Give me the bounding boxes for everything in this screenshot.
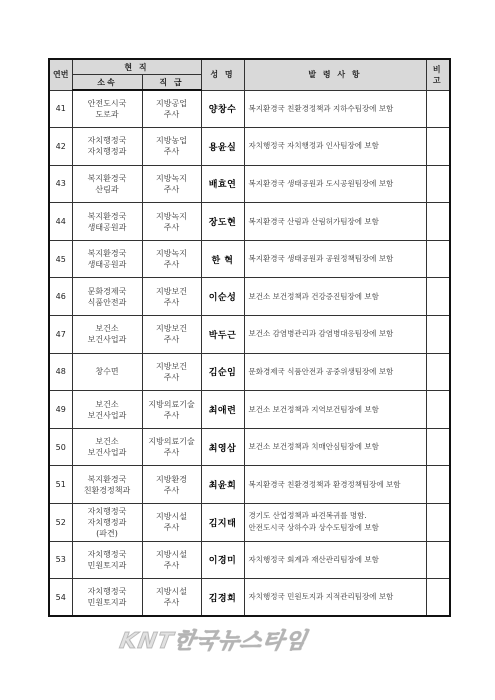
row-department: 복지환경국 친환경정책과 xyxy=(72,466,142,504)
row-number: 41 xyxy=(49,90,72,128)
row-remark xyxy=(426,90,450,128)
row-appointment: 자치행정국 민원토지과 지적관리팀장에 보함 xyxy=(244,579,426,617)
row-remark xyxy=(426,353,450,391)
table-row xyxy=(49,428,450,466)
row-name: 이순성 xyxy=(201,278,244,316)
header-position: 현 직 xyxy=(72,59,201,75)
row-remark xyxy=(426,428,450,466)
row-department: 자치행정국 민원토지과 xyxy=(72,541,142,579)
row-number: 44 xyxy=(49,203,72,241)
row-number: 54 xyxy=(49,579,72,617)
row-number: 52 xyxy=(49,504,72,542)
row-department: 보건소 보건사업과 xyxy=(72,428,142,466)
table-row xyxy=(49,240,450,278)
row-department: 문화경제국 식품안전과 xyxy=(72,278,142,316)
row-remark xyxy=(426,541,450,579)
row-name: 최애련 xyxy=(201,391,244,429)
watermark-logo: KNT한국뉴스타임 xyxy=(117,629,310,654)
table-row xyxy=(49,278,450,316)
header-no: 연번 xyxy=(49,59,72,90)
row-grade: 지방시설 주사 xyxy=(142,579,201,617)
table-row xyxy=(49,128,450,166)
row-remark xyxy=(426,278,450,316)
row-number: 45 xyxy=(49,240,72,278)
row-appointment: 보건소 보건정책과 치매안심팀장에 보함 xyxy=(244,428,426,466)
header-dept: 소속 xyxy=(72,75,142,91)
table-row xyxy=(49,203,450,241)
row-grade: 지방보건 주사 xyxy=(142,353,201,391)
row-name: 최윤희 xyxy=(201,466,244,504)
row-appointment: 복지환경국 생태공원과 도시공원팀장에 보함 xyxy=(244,165,426,203)
row-department: 보건소 보건사업과 xyxy=(72,391,142,429)
row-name: 이경미 xyxy=(201,541,244,579)
table-row xyxy=(49,165,450,203)
header-grade: 직 급 xyxy=(142,75,201,91)
table-row xyxy=(49,391,450,429)
row-name: 용윤실 xyxy=(201,128,244,166)
row-department: 안전도시국 도로과 xyxy=(72,90,142,128)
row-department: 복지환경국 생태공원과 xyxy=(72,240,142,278)
row-number: 42 xyxy=(49,128,72,166)
row-remark xyxy=(426,466,450,504)
row-remark xyxy=(426,165,450,203)
row-grade: 지방농업 주사 xyxy=(142,128,201,166)
table-row xyxy=(49,504,450,542)
row-name: 양창수 xyxy=(201,90,244,128)
row-grade: 지방녹지 주사 xyxy=(142,165,201,203)
row-appointment: 경기도 산업정책과 파견복귀를 명함. 안전도시국 상하수과 상수도팀장에 보함 xyxy=(244,504,426,542)
row-grade: 지방시설 주사 xyxy=(142,504,201,542)
table-row xyxy=(49,579,450,617)
row-appointment: 복지환경국 친환경정책과 지하수팀장에 보함 xyxy=(244,90,426,128)
personnel-table xyxy=(48,58,451,617)
row-department: 자치행정국 자치행정과 (파견) xyxy=(72,504,142,542)
row-grade: 지방의료기술 주사 xyxy=(142,391,201,429)
row-department: 자치행정국 자치행정과 xyxy=(72,128,142,166)
table-row xyxy=(49,353,450,391)
row-grade: 지방녹지 주사 xyxy=(142,203,201,241)
row-appointment: 복지환경국 친환경정책과 환경정책팀장에 보함 xyxy=(244,466,426,504)
row-name: 장도현 xyxy=(201,203,244,241)
row-name: 김순임 xyxy=(201,353,244,391)
row-grade: 지방녹지 주사 xyxy=(142,240,201,278)
header-name: 성 명 xyxy=(201,59,244,90)
table-row xyxy=(49,541,450,579)
row-number: 46 xyxy=(49,278,72,316)
row-grade: 지방환경 주사 xyxy=(142,466,201,504)
row-number: 47 xyxy=(49,316,72,354)
row-appointment: 자치행정국 자치행정과 인사팀장에 보함 xyxy=(244,128,426,166)
table-row xyxy=(49,316,450,354)
row-appointment: 문화경제국 식품안전과 공중위생팀장에 보함 xyxy=(244,353,426,391)
row-remark xyxy=(426,504,450,542)
row-name: 박두근 xyxy=(201,316,244,354)
row-appointment: 보건소 보건정책과 지역보건팀장에 보함 xyxy=(244,391,426,429)
row-remark xyxy=(426,316,450,354)
row-name: 한 혁 xyxy=(201,240,244,278)
row-department: 복지환경국 생태공원과 xyxy=(72,203,142,241)
row-remark xyxy=(426,579,450,617)
row-appointment: 자치행정국 회계과 재산관리팀장에 보함 xyxy=(244,541,426,579)
row-remark xyxy=(426,240,450,278)
row-grade: 지방공업 주사 xyxy=(142,90,201,128)
header-note: 발 령 사 항 xyxy=(244,59,426,90)
row-name: 최영삼 xyxy=(201,428,244,466)
row-number: 51 xyxy=(49,466,72,504)
row-appointment: 복지환경국 산림과 산림허가팀장에 보함 xyxy=(244,203,426,241)
row-remark xyxy=(426,128,450,166)
row-number: 43 xyxy=(49,165,72,203)
row-number: 48 xyxy=(49,353,72,391)
row-department: 보건소 보건사업과 xyxy=(72,316,142,354)
row-appointment: 복지환경국 생태공원과 공원정책팀장에 보함 xyxy=(244,240,426,278)
row-number: 50 xyxy=(49,428,72,466)
row-remark xyxy=(426,391,450,429)
row-grade: 지방보건 주사 xyxy=(142,278,201,316)
row-department: 창수면 xyxy=(72,353,142,391)
row-name: 김지태 xyxy=(201,504,244,542)
row-grade: 지방보건 주사 xyxy=(142,316,201,354)
row-department: 자치행정국 민원토지과 xyxy=(72,579,142,617)
row-name: 배효연 xyxy=(201,165,244,203)
row-grade: 지방의료기술 주사 xyxy=(142,428,201,466)
row-grade: 지방시설 주사 xyxy=(142,541,201,579)
header-remark: 비 고 xyxy=(426,59,450,90)
row-appointment: 보건소 감염병관리과 감염병대응팀장에 보함 xyxy=(244,316,426,354)
row-appointment: 보건소 보건정책과 건강증진팀장에 보함 xyxy=(244,278,426,316)
row-name: 김경희 xyxy=(201,579,244,617)
row-remark xyxy=(426,203,450,241)
row-department: 복지환경국 산림과 xyxy=(72,165,142,203)
row-number: 53 xyxy=(49,541,72,579)
table-row xyxy=(49,90,450,128)
table-row xyxy=(49,466,450,504)
row-number: 49 xyxy=(49,391,72,429)
